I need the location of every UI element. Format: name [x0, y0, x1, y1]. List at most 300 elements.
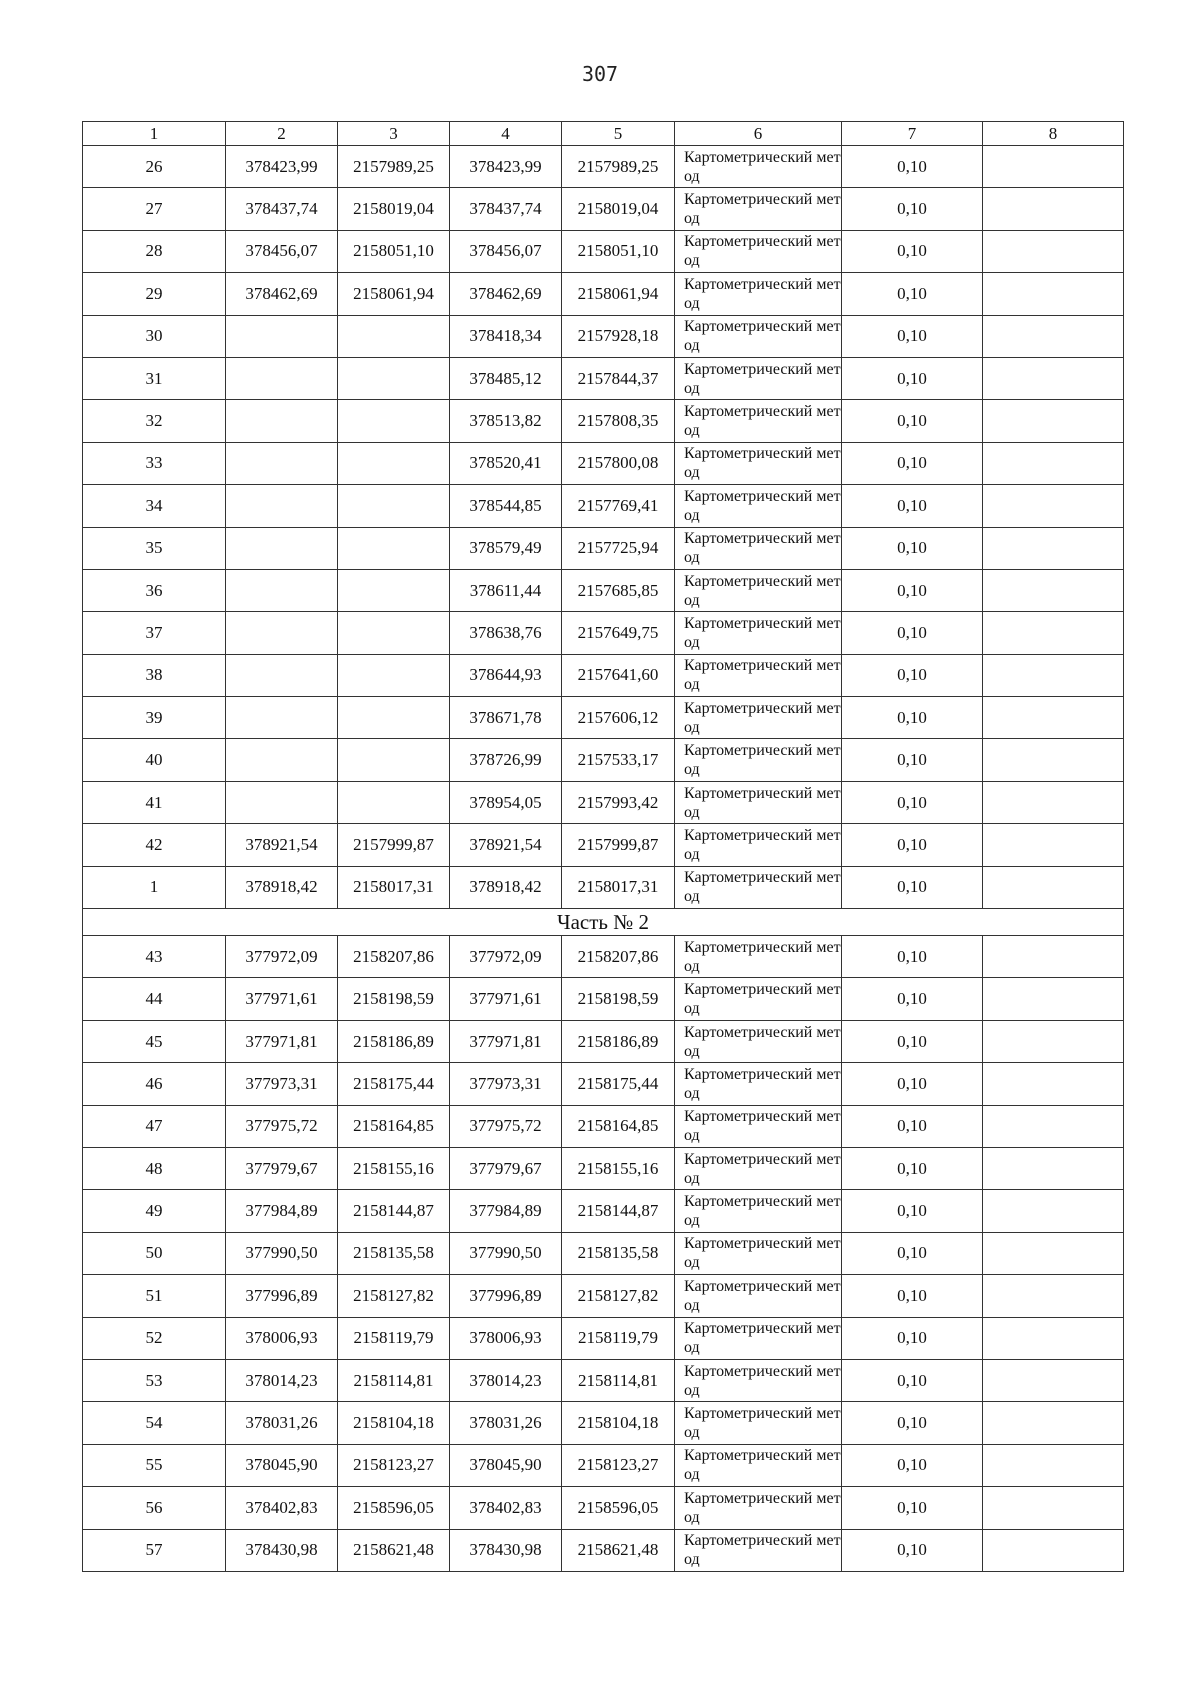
table-cell-col-1: 33 [83, 442, 226, 484]
table-cell-col-6: Картометрический метод [675, 1317, 842, 1359]
table-cell-col-6: Картометрический метод [675, 1275, 842, 1317]
table-cell-col-6: Картометрический метод [675, 315, 842, 357]
table-cell-col-6: Картометрический метод [675, 1444, 842, 1486]
table-row [83, 697, 1124, 739]
table-cell-col-1: 55 [83, 1444, 226, 1486]
table-cell-col-4: 378921,54 [450, 824, 562, 866]
table-cell-col-2: 377996,89 [226, 1275, 338, 1317]
table-cell-col-2: 378918,42 [226, 866, 338, 908]
table-row [83, 1275, 1124, 1317]
table-cell-col-1: 45 [83, 1020, 226, 1062]
table-cell-col-2: 378430,98 [226, 1529, 338, 1571]
table-cell-col-3 [338, 315, 450, 357]
table-cell-col-3: 2158155,16 [338, 1147, 450, 1189]
table-cell-col-3 [338, 442, 450, 484]
table-row [83, 1063, 1124, 1105]
table-cell-col-2: 378423,99 [226, 146, 338, 188]
section-title: Часть № 2 [83, 909, 1124, 936]
table-cell-col-1: 28 [83, 230, 226, 272]
table-row [83, 1317, 1124, 1359]
table-cell-col-3: 2158051,10 [338, 230, 450, 272]
table-cell-col-6: Картометрический метод [675, 1147, 842, 1189]
table-cell-col-2: 378921,54 [226, 824, 338, 866]
table-cell-col-3 [338, 739, 450, 781]
table-cell-col-8 [983, 1063, 1124, 1105]
table-cell-col-4: 377984,89 [450, 1190, 562, 1232]
table-cell-col-7: 0,10 [842, 978, 983, 1020]
table-row [83, 739, 1124, 781]
table-cell-col-2 [226, 569, 338, 611]
table-row [83, 1487, 1124, 1529]
table-cell-col-4: 378520,41 [450, 442, 562, 484]
table-cell-col-1: 30 [83, 315, 226, 357]
table-cell-col-4: 378726,99 [450, 739, 562, 781]
table-cell-col-2: 377984,89 [226, 1190, 338, 1232]
table-cell-col-2: 378014,23 [226, 1359, 338, 1401]
table-cell-col-8 [983, 315, 1124, 357]
table-cell-col-7: 0,10 [842, 146, 983, 188]
table-row [83, 357, 1124, 399]
table-cell-col-5: 2158119,79 [562, 1317, 675, 1359]
table-cell-col-1: 35 [83, 527, 226, 569]
table-cell-col-4: 378513,82 [450, 400, 562, 442]
table-cell-col-5: 2158104,18 [562, 1402, 675, 1444]
table-cell-col-8 [983, 1275, 1124, 1317]
table-row [83, 1402, 1124, 1444]
table-cell-col-1: 37 [83, 612, 226, 654]
table-cell-col-4: 377990,50 [450, 1232, 562, 1274]
table-cell-col-1: 50 [83, 1232, 226, 1274]
table-cell-col-7: 0,10 [842, 442, 983, 484]
table-cell-col-3: 2158123,27 [338, 1444, 450, 1486]
table-cell-col-8 [983, 936, 1124, 978]
table-cell-col-1: 49 [83, 1190, 226, 1232]
table-row [83, 273, 1124, 315]
table-row [83, 781, 1124, 823]
table-cell-col-8 [983, 569, 1124, 611]
table-row [83, 1529, 1124, 1571]
table-cell-col-5: 2157649,75 [562, 612, 675, 654]
table-cell-col-1: 51 [83, 1275, 226, 1317]
table-cell-col-2 [226, 442, 338, 484]
table-cell-col-8 [983, 1359, 1124, 1401]
table-cell-col-8 [983, 1190, 1124, 1232]
table-cell-col-2 [226, 315, 338, 357]
table-cell-col-7: 0,10 [842, 824, 983, 866]
table-cell-col-2: 377972,09 [226, 936, 338, 978]
table-row [83, 400, 1124, 442]
table-cell-col-6: Картометрический метод [675, 654, 842, 696]
table-cell-col-4: 378579,49 [450, 527, 562, 569]
table-cell-col-5: 2157993,42 [562, 781, 675, 823]
table-cell-col-2: 377971,81 [226, 1020, 338, 1062]
table-cell-col-1: 38 [83, 654, 226, 696]
table-cell-col-7: 0,10 [842, 1359, 983, 1401]
table-cell-col-6: Картометрический метод [675, 273, 842, 315]
table-cell-col-4: 378611,44 [450, 569, 562, 611]
table-cell-col-7: 0,10 [842, 654, 983, 696]
table-row [83, 485, 1124, 527]
table-cell-col-2: 377975,72 [226, 1105, 338, 1147]
table-cell-col-6: Картометрический метод [675, 485, 842, 527]
table-cell-col-3: 2158164,85 [338, 1105, 450, 1147]
table-cell-col-4: 377972,09 [450, 936, 562, 978]
table-row [83, 936, 1124, 978]
table-cell-col-6: Картометрический метод [675, 146, 842, 188]
table-cell-col-1: 26 [83, 146, 226, 188]
table-cell-col-8 [983, 273, 1124, 315]
table-cell-col-1: 27 [83, 188, 226, 230]
table-cell-col-6: Картометрический метод [675, 781, 842, 823]
table-cell-col-3: 2158135,58 [338, 1232, 450, 1274]
table-cell-col-7: 0,10 [842, 1317, 983, 1359]
table-cell-col-7: 0,10 [842, 527, 983, 569]
table-cell-col-1: 32 [83, 400, 226, 442]
table-cell-col-3 [338, 781, 450, 823]
table-cell-col-4: 378437,74 [450, 188, 562, 230]
table-cell-col-8 [983, 1020, 1124, 1062]
table-cell-col-7: 0,10 [842, 485, 983, 527]
table-cell-col-5: 2157928,18 [562, 315, 675, 357]
table-cell-col-6: Картометрический метод [675, 1402, 842, 1444]
table-cell-col-4: 377971,81 [450, 1020, 562, 1062]
page-number: 307 [581, 62, 619, 86]
table-cell-col-4: 378485,12 [450, 357, 562, 399]
table-cell-col-1: 44 [83, 978, 226, 1020]
table-row [83, 612, 1124, 654]
table-cell-col-6: Картометрический метод [675, 230, 842, 272]
table-cell-col-5: 2158127,82 [562, 1275, 675, 1317]
table-cell-col-8 [983, 1487, 1124, 1529]
table-row [83, 978, 1124, 1020]
table-cell-col-7: 0,10 [842, 1487, 983, 1529]
table-cell-col-7: 0,10 [842, 569, 983, 611]
table-cell-col-6: Картометрический метод [675, 400, 842, 442]
table-cell-col-5: 2157606,12 [562, 697, 675, 739]
table-cell-col-6: Картометрический метод [675, 697, 842, 739]
table-cell-col-3 [338, 527, 450, 569]
table-cell-col-7: 0,10 [842, 1147, 983, 1189]
table-cell-col-7: 0,10 [842, 936, 983, 978]
table-cell-col-8 [983, 442, 1124, 484]
table-cell-col-1: 57 [83, 1529, 226, 1571]
table-cell-col-6: Картометрический метод [675, 1359, 842, 1401]
table-cell-col-7: 0,10 [842, 315, 983, 357]
column-header-6: 6 [675, 122, 842, 146]
table-cell-col-7: 0,10 [842, 1444, 983, 1486]
table-row [83, 1105, 1124, 1147]
table-cell-col-7: 0,10 [842, 1020, 983, 1062]
table-cell-col-4: 377973,31 [450, 1063, 562, 1105]
table-cell-col-4: 378031,26 [450, 1402, 562, 1444]
table-header-row [83, 122, 1124, 146]
table-cell-col-3: 2158621,48 [338, 1529, 450, 1571]
table-cell-col-1: 47 [83, 1105, 226, 1147]
table-cell-col-2 [226, 400, 338, 442]
table-cell-col-5: 2157808,35 [562, 400, 675, 442]
column-header-2: 2 [226, 122, 338, 146]
table-row [83, 527, 1124, 569]
table-cell-col-4: 377975,72 [450, 1105, 562, 1147]
table-cell-col-3 [338, 485, 450, 527]
column-header-3: 3 [338, 122, 450, 146]
table-cell-col-2: 378456,07 [226, 230, 338, 272]
table-cell-col-3: 2158019,04 [338, 188, 450, 230]
table-cell-col-7: 0,10 [842, 230, 983, 272]
table-cell-col-1: 39 [83, 697, 226, 739]
table-cell-col-7: 0,10 [842, 739, 983, 781]
table-cell-col-2 [226, 357, 338, 399]
table-cell-col-2 [226, 781, 338, 823]
table-cell-col-1: 46 [83, 1063, 226, 1105]
table-cell-col-2 [226, 612, 338, 654]
table-cell-col-3: 2158175,44 [338, 1063, 450, 1105]
table-row [83, 1190, 1124, 1232]
table-cell-col-3: 2158198,59 [338, 978, 450, 1020]
table-cell-col-4: 378006,93 [450, 1317, 562, 1359]
table-cell-col-7: 0,10 [842, 1402, 983, 1444]
table-cell-col-5: 2157999,87 [562, 824, 675, 866]
table-cell-col-4: 378045,90 [450, 1444, 562, 1486]
table-cell-col-5: 2158017,31 [562, 866, 675, 908]
table-cell-col-6: Картометрический метод [675, 1105, 842, 1147]
table-cell-col-6: Картометрический метод [675, 442, 842, 484]
table-row [83, 866, 1124, 908]
table-cell-col-3: 2158127,82 [338, 1275, 450, 1317]
table-cell-col-5: 2158144,87 [562, 1190, 675, 1232]
table-cell-col-4: 378456,07 [450, 230, 562, 272]
table-cell-col-2 [226, 697, 338, 739]
coordinates-table [82, 121, 1124, 1572]
table-cell-col-1: 41 [83, 781, 226, 823]
table-row [83, 188, 1124, 230]
table-cell-col-6: Картометрический метод [675, 978, 842, 1020]
table-cell-col-5: 2158207,86 [562, 936, 675, 978]
table-cell-col-5: 2158164,85 [562, 1105, 675, 1147]
table-cell-col-4: 378544,85 [450, 485, 562, 527]
table-cell-col-8 [983, 612, 1124, 654]
table-cell-col-7: 0,10 [842, 357, 983, 399]
table-cell-col-2: 378045,90 [226, 1444, 338, 1486]
table-cell-col-2: 378402,83 [226, 1487, 338, 1529]
table-cell-col-6: Картометрический метод [675, 739, 842, 781]
table-cell-col-7: 0,10 [842, 188, 983, 230]
table-cell-col-4: 377971,61 [450, 978, 562, 1020]
table-cell-col-6: Картометрический метод [675, 1020, 842, 1062]
table-cell-col-6: Картометрический метод [675, 866, 842, 908]
table-cell-col-2: 378031,26 [226, 1402, 338, 1444]
table-cell-col-1: 34 [83, 485, 226, 527]
table-cell-col-5: 2158186,89 [562, 1020, 675, 1062]
column-header-4: 4 [450, 122, 562, 146]
table-row [83, 1147, 1124, 1189]
table-cell-col-8 [983, 400, 1124, 442]
table-cell-col-7: 0,10 [842, 781, 983, 823]
table-cell-col-2: 378437,74 [226, 188, 338, 230]
table-cell-col-1: 54 [83, 1402, 226, 1444]
table-cell-col-5: 2157533,17 [562, 739, 675, 781]
table-cell-col-8 [983, 357, 1124, 399]
table-cell-col-3 [338, 357, 450, 399]
table-cell-col-2: 378006,93 [226, 1317, 338, 1359]
table-cell-col-1: 48 [83, 1147, 226, 1189]
table-cell-col-4: 377996,89 [450, 1275, 562, 1317]
table-cell-col-7: 0,10 [842, 400, 983, 442]
table-cell-col-6: Картометрический метод [675, 824, 842, 866]
table-cell-col-4: 378462,69 [450, 273, 562, 315]
table-cell-col-5: 2158123,27 [562, 1444, 675, 1486]
table-cell-col-8 [983, 527, 1124, 569]
table-cell-col-8 [983, 1105, 1124, 1147]
column-header-8: 8 [983, 122, 1124, 146]
table-row [83, 654, 1124, 696]
section-heading-row [83, 909, 1124, 936]
table-row [83, 315, 1124, 357]
table-cell-col-2: 377979,67 [226, 1147, 338, 1189]
table-cell-col-6: Картометрический метод [675, 527, 842, 569]
table-cell-col-4: 377979,67 [450, 1147, 562, 1189]
table-cell-col-8 [983, 1444, 1124, 1486]
table-cell-col-6: Картометрический метод [675, 188, 842, 230]
table-cell-col-7: 0,10 [842, 1529, 983, 1571]
table-cell-col-3: 2157999,87 [338, 824, 450, 866]
table-cell-col-8 [983, 188, 1124, 230]
table-cell-col-4: 378954,05 [450, 781, 562, 823]
table-cell-col-6: Картометрический метод [675, 569, 842, 611]
table-cell-col-1: 1 [83, 866, 226, 908]
table-cell-col-4: 378430,98 [450, 1529, 562, 1571]
table-cell-col-2: 377971,61 [226, 978, 338, 1020]
table-cell-col-5: 2157800,08 [562, 442, 675, 484]
table-cell-col-6: Картометрический метод [675, 612, 842, 654]
table-cell-col-4: 378644,93 [450, 654, 562, 696]
table-cell-col-3: 2158061,94 [338, 273, 450, 315]
table-cell-col-1: 31 [83, 357, 226, 399]
table-cell-col-7: 0,10 [842, 273, 983, 315]
table-cell-col-2: 377990,50 [226, 1232, 338, 1274]
table-row [83, 1444, 1124, 1486]
table-row [83, 824, 1124, 866]
column-header-1: 1 [83, 122, 226, 146]
table-cell-col-6: Картометрический метод [675, 1529, 842, 1571]
table-cell-col-4: 378402,83 [450, 1487, 562, 1529]
table-row [83, 1359, 1124, 1401]
table-cell-col-3: 2158119,79 [338, 1317, 450, 1359]
table-cell-col-7: 0,10 [842, 866, 983, 908]
table-cell-col-5: 2158019,04 [562, 188, 675, 230]
table-cell-col-6: Картометрический метод [675, 1487, 842, 1529]
table-cell-col-5: 2157641,60 [562, 654, 675, 696]
table-cell-col-5: 2158051,10 [562, 230, 675, 272]
table-cell-col-4: 378671,78 [450, 697, 562, 739]
table-cell-col-1: 29 [83, 273, 226, 315]
table-cell-col-3: 2158596,05 [338, 1487, 450, 1529]
table-cell-col-1: 56 [83, 1487, 226, 1529]
table-cell-col-8 [983, 781, 1124, 823]
table-cell-col-5: 2158155,16 [562, 1147, 675, 1189]
table-cell-col-5: 2158175,44 [562, 1063, 675, 1105]
table-cell-col-8 [983, 485, 1124, 527]
table-cell-col-4: 378918,42 [450, 866, 562, 908]
table-cell-col-8 [983, 146, 1124, 188]
table-cell-col-8 [983, 1232, 1124, 1274]
table-cell-col-1: 42 [83, 824, 226, 866]
table-cell-col-5: 2158135,58 [562, 1232, 675, 1274]
table-cell-col-8 [983, 230, 1124, 272]
table-cell-col-7: 0,10 [842, 1105, 983, 1147]
table-cell-col-3: 2158017,31 [338, 866, 450, 908]
table-cell-col-7: 0,10 [842, 1275, 983, 1317]
table-cell-col-7: 0,10 [842, 1232, 983, 1274]
column-header-7: 7 [842, 122, 983, 146]
table-cell-col-3 [338, 612, 450, 654]
table-cell-col-2: 377973,31 [226, 1063, 338, 1105]
table-cell-col-5: 2158621,48 [562, 1529, 675, 1571]
table-cell-col-8 [983, 739, 1124, 781]
table-cell-col-3 [338, 400, 450, 442]
table-cell-col-8 [983, 1147, 1124, 1189]
table-cell-col-8 [983, 1529, 1124, 1571]
table-cell-col-1: 43 [83, 936, 226, 978]
table-cell-col-8 [983, 697, 1124, 739]
table-cell-col-2: 378462,69 [226, 273, 338, 315]
table-cell-col-5: 2158596,05 [562, 1487, 675, 1529]
table-cell-col-3 [338, 569, 450, 611]
table-cell-col-3 [338, 697, 450, 739]
table-cell-col-7: 0,10 [842, 1190, 983, 1232]
table-cell-col-5: 2158114,81 [562, 1359, 675, 1401]
table-cell-col-7: 0,10 [842, 1063, 983, 1105]
table-row [83, 1232, 1124, 1274]
table-cell-col-2 [226, 485, 338, 527]
table-cell-col-8 [983, 654, 1124, 696]
table-cell-col-5: 2158198,59 [562, 978, 675, 1020]
table-cell-col-1: 36 [83, 569, 226, 611]
table-cell-col-5: 2158061,94 [562, 273, 675, 315]
table-row [83, 230, 1124, 272]
table-cell-col-3: 2158144,87 [338, 1190, 450, 1232]
table-cell-col-3 [338, 654, 450, 696]
table-cell-col-5: 2157769,41 [562, 485, 675, 527]
table-cell-col-7: 0,10 [842, 612, 983, 654]
table-cell-col-2 [226, 654, 338, 696]
table-cell-col-8 [983, 978, 1124, 1020]
table-cell-col-3: 2157989,25 [338, 146, 450, 188]
column-header-5: 5 [562, 122, 675, 146]
table-cell-col-6: Картометрический метод [675, 357, 842, 399]
table-row [83, 569, 1124, 611]
table-cell-col-8 [983, 866, 1124, 908]
table-cell-col-4: 378418,34 [450, 315, 562, 357]
table-cell-col-6: Картометрический метод [675, 1232, 842, 1274]
table-cell-col-6: Картометрический метод [675, 1190, 842, 1232]
table-cell-col-4: 378638,76 [450, 612, 562, 654]
table-cell-col-5: 2157685,85 [562, 569, 675, 611]
table-cell-col-3: 2158104,18 [338, 1402, 450, 1444]
table-body [83, 146, 1124, 1572]
table-cell-col-7: 0,10 [842, 697, 983, 739]
table-cell-col-2 [226, 527, 338, 569]
table-cell-col-6: Картометрический метод [675, 936, 842, 978]
table-cell-col-8 [983, 824, 1124, 866]
table-cell-col-4: 378423,99 [450, 146, 562, 188]
table-cell-col-2 [226, 739, 338, 781]
table-cell-col-8 [983, 1402, 1124, 1444]
table-cell-col-5: 2157989,25 [562, 146, 675, 188]
table-cell-col-6: Картометрический метод [675, 1063, 842, 1105]
table-cell-col-1: 53 [83, 1359, 226, 1401]
table-row [83, 1020, 1124, 1062]
